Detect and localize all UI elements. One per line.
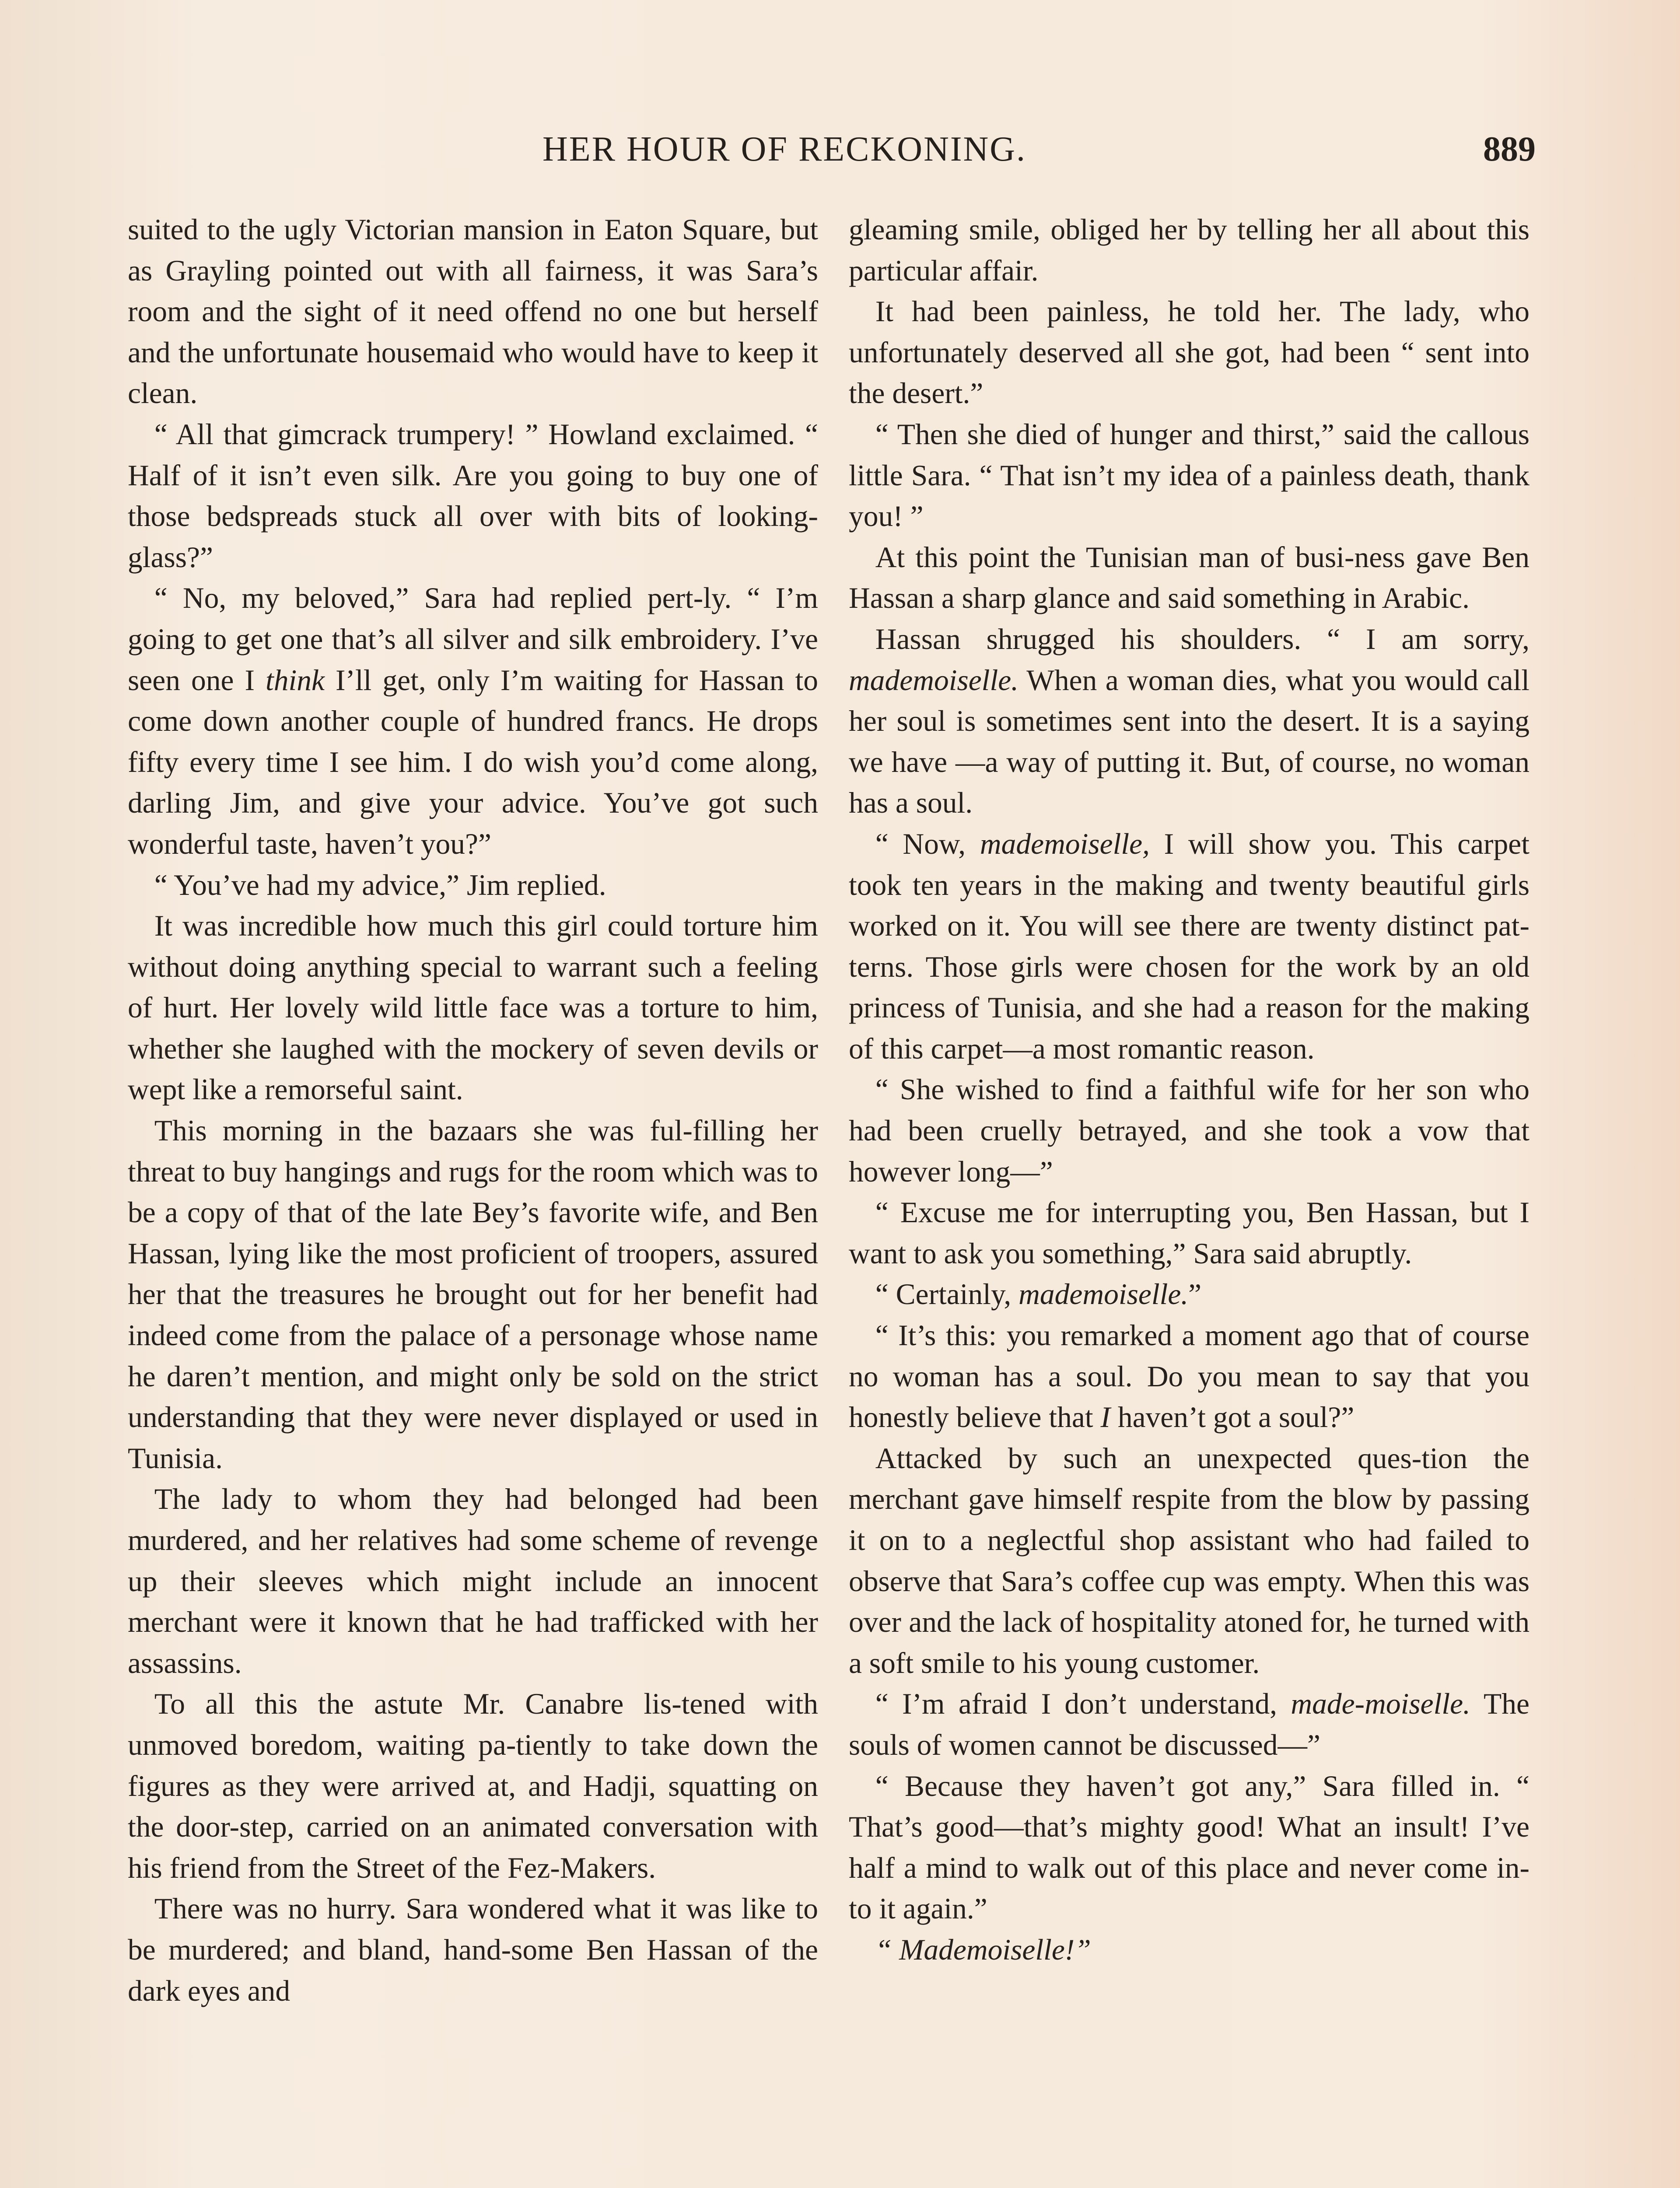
paragraph: “ No, my beloved,” Sara had replied pert-ly. “ I’m going to get one that’s all silver and silk embroidery. I’ve seen one I think I’ll get, only I’m waiting for Hassan to come down another couple of hundred francs. He drops fifty every time I see him. I do wish you’d come along, darling Jim, and give your advice. You’ve got such wonderful taste, haven’t you?” xyxy=(128,582,818,860)
paragraph: “ Excuse me for interrupting you, Ben Hassan, but I want to ask you something,” Sara said abruptly. xyxy=(849,1196,1530,1270)
paragraph: “ Now, mademoiselle, I will show you. This carpet took ten years in the making and twenty beautiful girls worked on it. You will see there are twenty distinct pat-terns. Those girls were chosen for the work by an old princess of Tunisia, and she had a reason for the making of this carpet—a most romantic reason. xyxy=(849,827,1530,1065)
running-title: HER HOUR OF RECKONING. xyxy=(542,130,1027,168)
paragraph: “ I’m afraid I don’t understand, made-moiselle. The souls of women cannot be discussed—” xyxy=(849,1687,1530,1761)
paragraph: To all this the astute Mr. Canabre lis-tened with unmoved boredom, waiting pa-tiently to take down the figures as they were arrived at, and Hadji, squatting on the door-step, carried on an animated conversation with his friend from the Street of the Fez-Makers. xyxy=(128,1687,818,1884)
paragraph: “ She wished to find a faithful wife for her son who had been cruelly betrayed, and she took a vow that however long—” xyxy=(849,1073,1530,1188)
paragraph: It was incredible how much this girl could torture him without doing anything special to warrant such a feeling of hurt. Her lovely wild little face was a torture to him, whether she laughed with the mockery of seven devils or wept like a remorseful saint. xyxy=(128,909,818,1106)
emphasis: think xyxy=(265,663,325,697)
paragraph: Attacked by such an unexpected ques-tion the merchant gave himself respite from the blow by passing it on to a neglectful shop assistant who had failed to observe that Sara’s coffee cup was empty. When this was over and the lack of hospitality atoned for, he turned with a soft smile to his young customer. xyxy=(849,1441,1530,1680)
paragraph xyxy=(849,1929,1530,1971)
paragraph: The lady to whom they had belonged had been murdered, and her relatives had some scheme of revenge up their sleeves which might include an innocent merchant were it known that he had trafficked with her assassins. xyxy=(128,1483,818,1680)
emphasis: mademoiselle. xyxy=(849,663,1019,697)
right-column xyxy=(849,209,1530,1971)
paragraph: suited to the ugly Victorian mansion in Eaton Square, but as Grayling pointed out with all fairness, it was Sara’s room and the sight of it need offend no one but herself and the unfortunate housemaid who would have to keep it clean. xyxy=(128,213,818,410)
paragraph: “ It’s this: you remarked a moment ago that of course no woman has a soul. Do you mean to say that you honestly believe that I haven’t got a soul?” xyxy=(849,1319,1530,1434)
paragraph: This morning in the bazaars she was ful-filling her threat to buy hangings and rugs for the room which was to be a copy of that of the late Bey’s favorite wife, and Ben Hassan, lying like the most proficient of troopers, assured her that the treasures he brought out for her benefit had indeed come from the palace of a personage whose name he daren’t mention, and might only be sold on the strict understanding that they were never displayed or used in Tunisia. xyxy=(128,1114,818,1475)
paragraph: At this point the Tunisian man of busi-ness gave Ben Hassan a sharp glance and said something in Arabic. xyxy=(849,540,1530,615)
left-column xyxy=(128,209,818,2011)
paragraph: “ You’ve had my advice,” Jim replied. xyxy=(154,868,606,901)
page-number: 889 xyxy=(1483,130,1536,168)
paragraph: gleaming smile, obliged her by telling her all about this particular affair. xyxy=(849,213,1530,287)
paragraph: “ All that gimcrack trumpery! ” Howland exclaimed. “ Half of it isn’t even silk. Are you going to buy one of those bedspreads stuck all over with bits of looking-glass?” xyxy=(128,417,818,574)
emphasis: mademoiselle, xyxy=(980,827,1150,860)
emphasis: I xyxy=(1100,1401,1110,1434)
emphasis: mademoiselle. xyxy=(1018,1278,1189,1311)
paragraph: “ Certainly, mademoiselle.” xyxy=(875,1278,1202,1311)
paragraph: “ Because they haven’t got any,” Sara filled in. “ That’s good—that’s mighty good! What an insult! I’ve half a mind to walk out of this place and never come in-to it again.” xyxy=(849,1769,1530,1925)
paragraph: It had been painless, he told her. The lady, who unfortunately deserved all she got, had been “ sent into the desert.” xyxy=(849,295,1530,410)
emphasis: made-moiselle. xyxy=(1291,1687,1470,1721)
emphasis: “ Mademoiselle!” xyxy=(875,1933,1091,1966)
paragraph: Hassan shrugged his shoulders. “ I am sorry, mademoiselle. When a woman dies, what you would call her soul is sometimes sent into the desert. It is a saying we have —a way of putting it. But, of course, no woman has a soul. xyxy=(849,622,1530,820)
paragraph: “ Then she died of hunger and thirst,” said the callous little Sara. “ That isn’t my idea of a painless death, thank you! ” xyxy=(849,417,1530,533)
paragraph: There was no hurry. Sara wondered what it was like to be murdered; and bland, hand-some Ben Hassan of the dark eyes and xyxy=(128,1892,818,2007)
